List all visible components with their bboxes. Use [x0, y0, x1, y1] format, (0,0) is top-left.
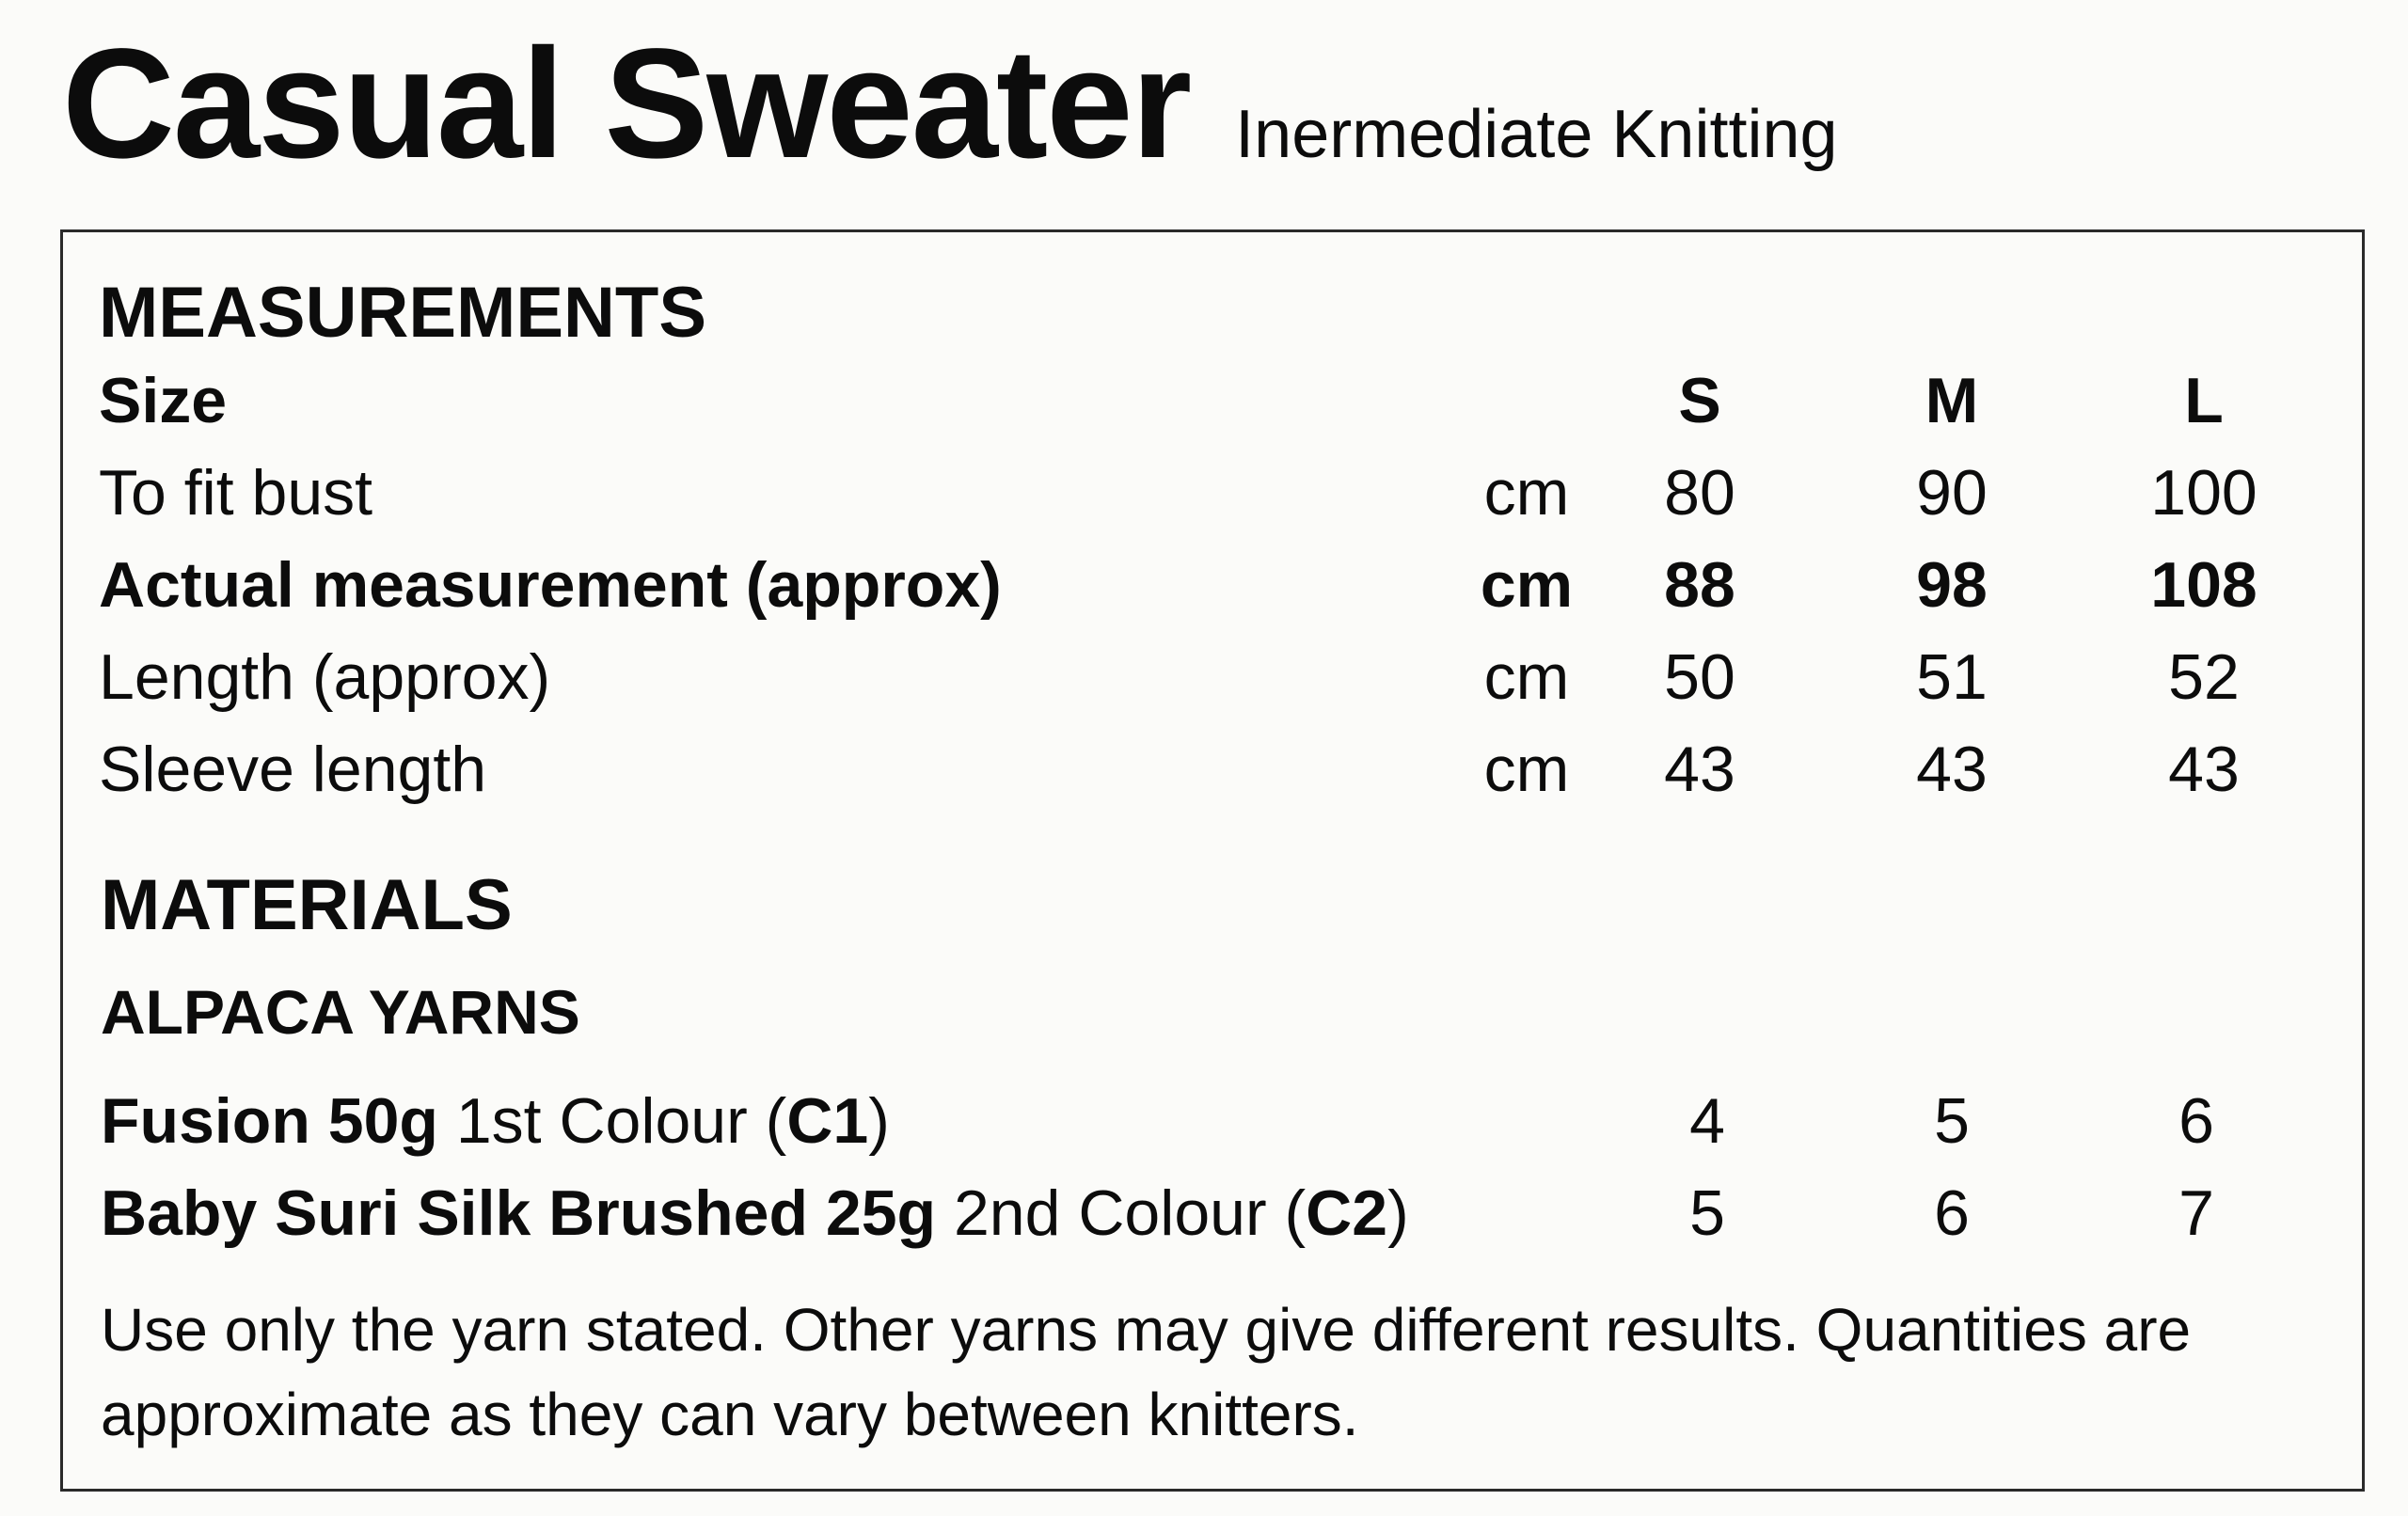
yarn-name: Fusion 50g: [101, 1085, 438, 1157]
quantity-m: 5: [1934, 1085, 1970, 1157]
alpaca-yarns-heading: ALPACA YARNS: [101, 977, 580, 1047]
yarn-note: Use only the yarn stated. Other yarns may give different results. Quantities are approximate as they can vary between knitters.: [101, 1296, 2192, 1448]
size-s: S: [1678, 365, 1721, 436]
value-l: 108: [2150, 549, 2258, 621]
yarn-description: [101, 1075, 890, 1167]
value-m: 43: [1916, 734, 1988, 805]
measurement-row-actual: [63, 539, 2362, 631]
yarn-colour-code: C2: [1306, 1177, 1388, 1249]
measurement-row-bust: [63, 447, 2362, 539]
row-label: To fit bust: [99, 457, 373, 529]
value-l: 43: [2168, 734, 2240, 805]
quantity-s: 4: [1689, 1085, 1725, 1157]
yarn-row-fusion: [63, 1075, 2362, 1167]
yarn-colour-text: 2nd Colour (: [953, 1177, 1307, 1249]
quantity-l: 7: [2178, 1177, 2214, 1249]
quantity-l: 6: [2178, 1085, 2214, 1157]
measurement-row-length: [63, 631, 2362, 723]
materials-heading: MATERIALS: [101, 865, 513, 945]
measurements-heading: MEASUREMENTS: [99, 273, 707, 353]
measurement-row-sleeve: [63, 723, 2362, 815]
pattern-difficulty: Inermediate Knitting: [1235, 97, 1838, 172]
value-l: 100: [2150, 457, 2258, 529]
value-m: 98: [1916, 549, 1988, 621]
value-m: 90: [1916, 457, 1988, 529]
yarn-row-baby-suri: [63, 1167, 2362, 1259]
row-unit: cm: [1483, 457, 1570, 529]
pattern-title: Casual Sweater: [62, 17, 1191, 191]
value-s: 50: [1664, 641, 1735, 713]
value-s: 80: [1664, 457, 1735, 529]
value-l: 52: [2168, 641, 2240, 713]
yarn-colour-close: ): [1387, 1177, 1409, 1249]
yarn-name: Baby Suri Silk Brushed 25g: [101, 1177, 937, 1249]
value-s: 43: [1664, 734, 1735, 805]
page-header: [62, 19, 1838, 191]
value-m: 51: [1916, 641, 1988, 713]
size-header-row: [63, 355, 2362, 447]
row-unit: cm: [1483, 734, 1570, 805]
yarn-colour-text: 1st Colour (: [455, 1085, 787, 1157]
row-label: Sleeve length: [99, 734, 487, 805]
yarn-description: [101, 1167, 1409, 1259]
yarn-colour-code: C1: [786, 1085, 869, 1157]
row-label: Length (approx): [99, 641, 551, 713]
quantity-m: 6: [1934, 1177, 1970, 1249]
size-l: L: [2184, 365, 2224, 436]
size-m: M: [1925, 365, 1979, 436]
quantity-s: 5: [1689, 1177, 1725, 1249]
yarn-colour-close: ): [868, 1085, 890, 1157]
value-s: 88: [1664, 549, 1735, 621]
row-unit: cm: [1480, 549, 1574, 621]
row-unit: cm: [1483, 641, 1570, 713]
size-label: Size: [99, 365, 228, 436]
row-label: Actual measurement (approx): [99, 549, 1002, 621]
pattern-info-panel: [60, 229, 2365, 1492]
